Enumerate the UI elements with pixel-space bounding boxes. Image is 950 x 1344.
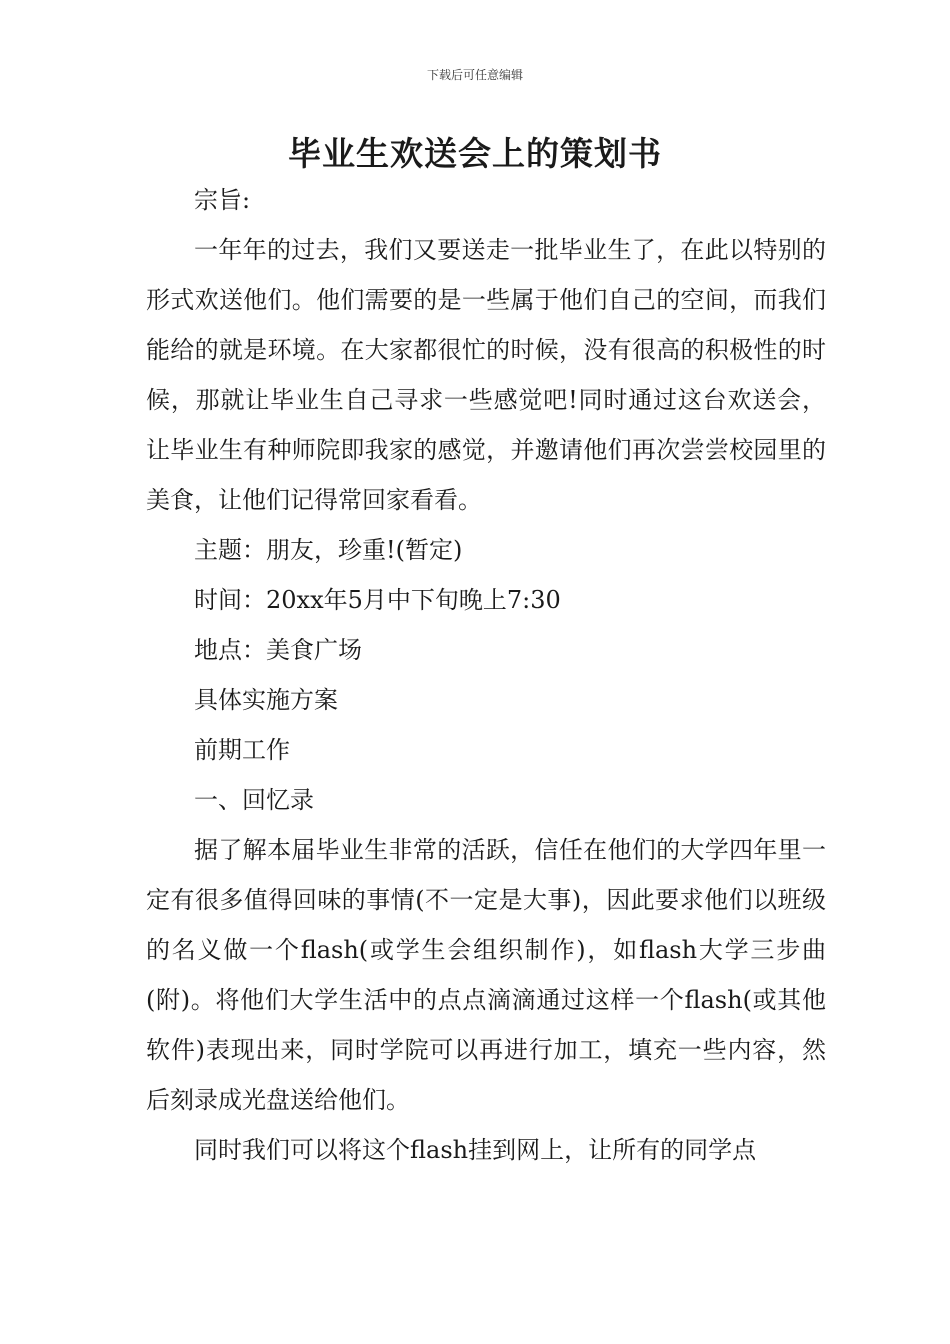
header-note: 下载后可任意编辑 (426, 68, 523, 82)
paragraph-time: 时间：20xx年5月中下旬晚上7:30 (194, 586, 561, 614)
document-title: 毕业生欢送会上的策划书 (288, 134, 662, 173)
document-body (146, 175, 826, 1175)
paragraph-online-text: 同时我们可以将这个flash挂到网上，让所有的同学点 (194, 1136, 757, 1164)
paragraph-memoir-text: 据了解本届毕业生非常的活跃，信任在他们的大学四年里一定有很多值得回味的事情(不一定是大事)，因此要求他们以班级的名义做一个flash(或学生会组织制作)，如flash大学三步曲(附)。将他们大学生活中的点点滴滴通过这样一个flash(或其他软件)表现出来，同时学院可以再进行加工，填充一些内容，然后刻录成光盘送给他们。 (146, 836, 826, 1114)
paragraph-purpose-heading: 宗旨: (194, 186, 251, 214)
paragraph-location: 地点：美食广场 (194, 636, 362, 664)
paragraph-plan-heading: 具体实施方案 (194, 686, 338, 714)
paragraph-purpose-text: 一年年的过去，我们又要送走一批毕业生了，在此以特别的形式欢送他们。他们需要的是一些属于他们自己的空间，而我们能给的就是环境。在大家都很忙的时候，没有很高的积极性的时候，那就让毕业生自己寻求一些感觉吧!同时通过这台欢送会，让毕业生有种师院即我家的感觉，并邀请他们再次尝尝校园里的美食，让他们记得常回家看看。 (146, 236, 826, 514)
paragraph-theme: 主题：朋友，珍重!(暂定) (194, 536, 463, 564)
paragraph-preparation-heading: 前期工作 (194, 736, 290, 764)
paragraph-memoir-heading: 一、回忆录 (194, 786, 314, 814)
